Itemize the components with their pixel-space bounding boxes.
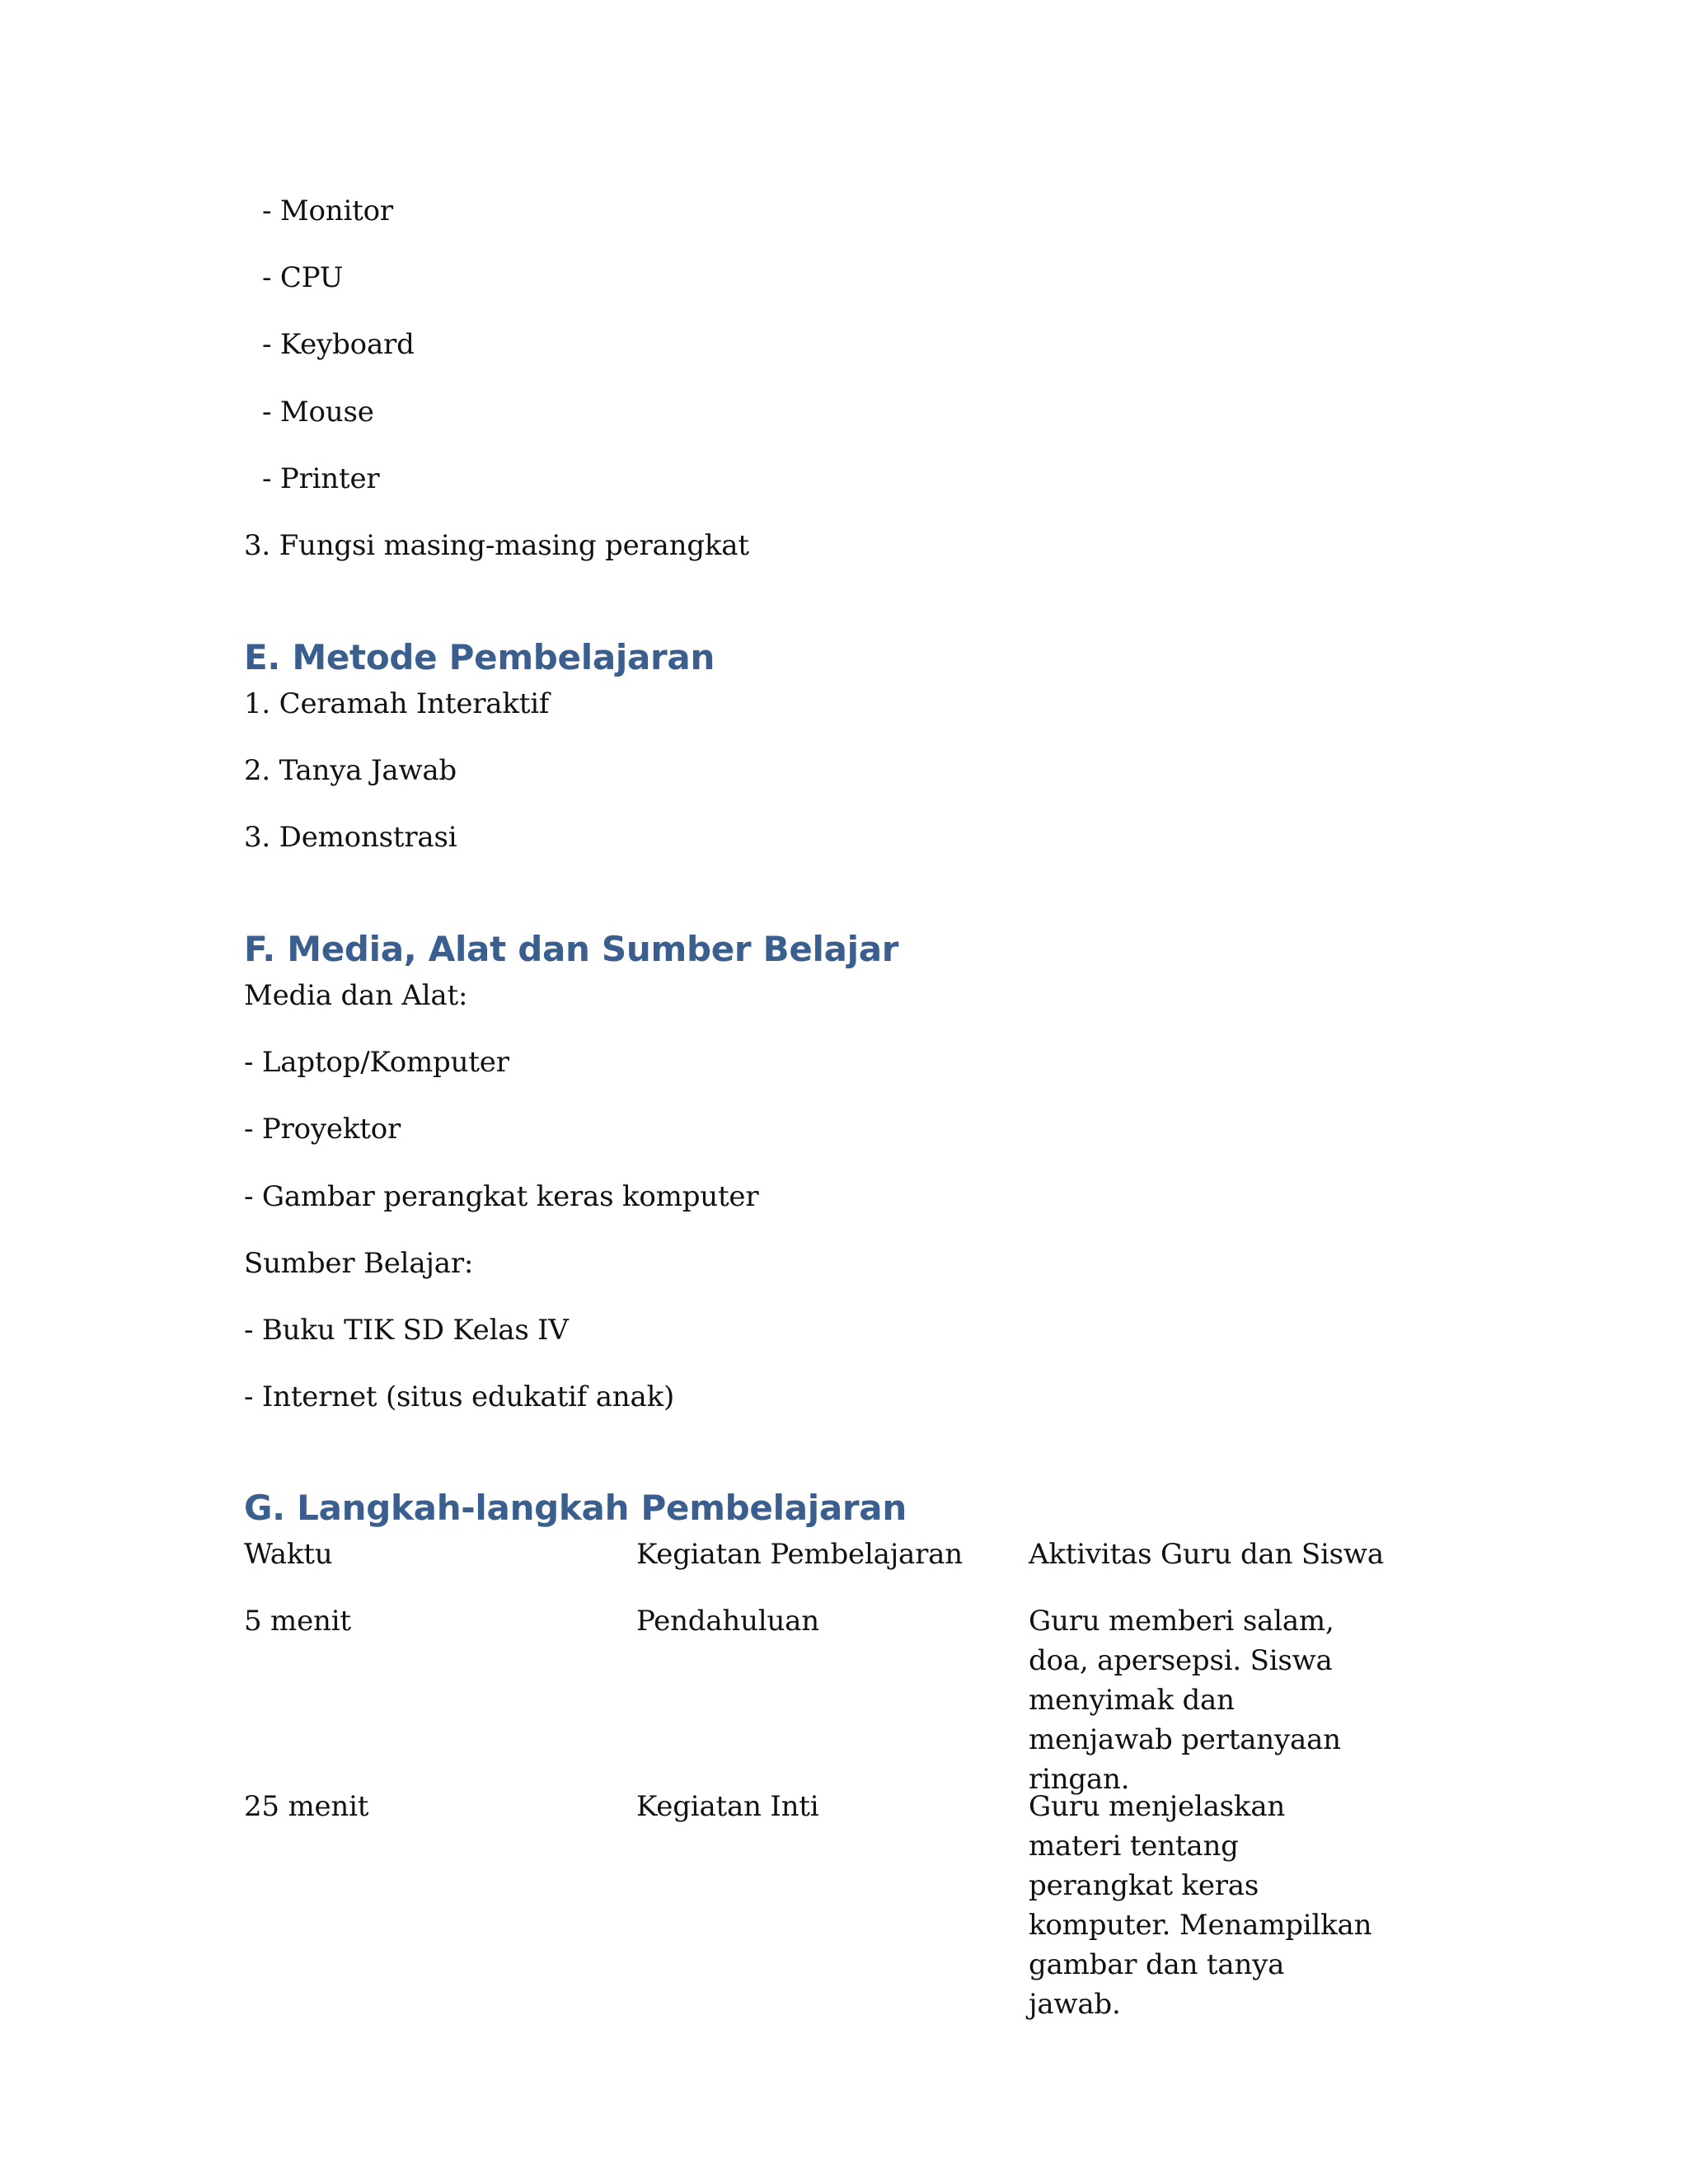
source-label: Sumber Belajar: [244, 1247, 474, 1280]
row-2-waktu: 25 menit [244, 1790, 369, 1823]
method-item-1: 1. Ceramah Interaktif [244, 687, 550, 720]
row-2-kegiatan: Kegiatan Inti [636, 1790, 819, 1823]
row-1-waktu: 5 menit [244, 1605, 351, 1638]
media-item-gambar: - Gambar perangkat keras komputer [244, 1180, 759, 1213]
media-item-laptop: - Laptop/Komputer [244, 1046, 509, 1079]
hardware-item-monitor: - Monitor [262, 194, 393, 227]
hardware-item-printer: - Printer [262, 462, 380, 495]
media-item-proyektor: - Proyektor [244, 1113, 401, 1146]
hardware-item-mouse: - Mouse [262, 396, 374, 429]
media-label: Media dan Alat: [244, 979, 468, 1012]
header-aktivitas: Aktivitas Guru dan Siswa [1029, 1538, 1384, 1571]
section-e-heading: E. Metode Pembelajaran [244, 637, 715, 677]
method-item-2: 2. Tanya Jawab [244, 754, 457, 787]
source-item-buku: - Buku TIK SD Kelas IV [244, 1314, 569, 1347]
row-1-aktivitas: Guru memberi salam, doa, apersepsi. Siswa menyimak dan menjawab pertanyaan ringan. [1029, 1605, 1341, 1796]
row-1-kegiatan: Pendahuluan [636, 1605, 819, 1638]
list-item-fungsi: 3. Fungsi masing-masing perangkat [244, 529, 749, 562]
hardware-item-cpu: - CPU [262, 261, 344, 294]
row-2-aktivitas: Guru menjelaskan materi tentang perangkat keras komputer. Menampilkan gambar dan tanya jawab. [1029, 1790, 1372, 2021]
section-f-heading: F. Media, Alat dan Sumber Belajar [244, 929, 899, 969]
header-kegiatan: Kegiatan Pembelajaran [636, 1538, 963, 1571]
source-item-internet: - Internet (situs edukatif anak) [244, 1380, 675, 1413]
method-item-3: 3. Demonstrasi [244, 821, 457, 854]
hardware-item-keyboard: - Keyboard [262, 328, 415, 361]
header-waktu: Waktu [244, 1538, 333, 1571]
section-g-heading: G. Langkah-langkah Pembelajaran [244, 1488, 907, 1528]
